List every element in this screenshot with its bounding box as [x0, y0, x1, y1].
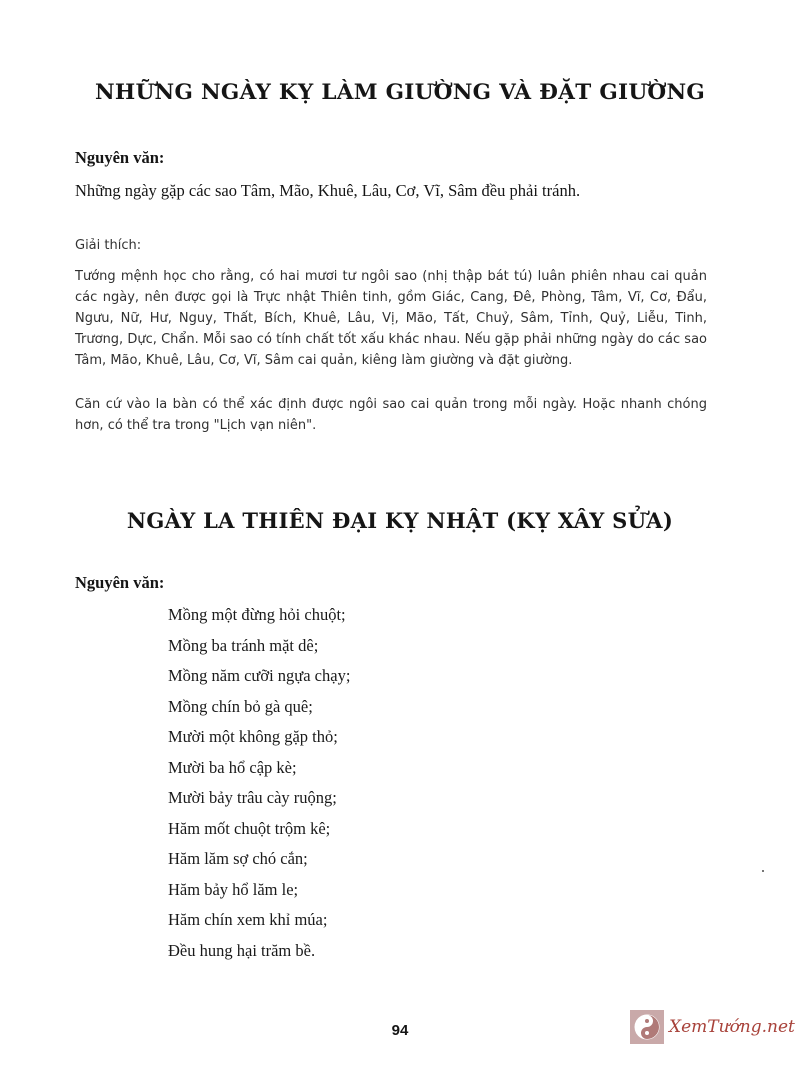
poem-list — [168, 600, 350, 966]
section-2-original-label: Nguyên văn: — [75, 573, 165, 592]
poem-line: Hăm chín xem khỉ múa; — [168, 910, 328, 929]
section-1-explain-paragraph-2: Căn cứ vào la bàn có thể xác định được ngôi sao cai quản trong mỗi ngày. Hoặc nhanh chóng hơn, có thể tra trong "Lịch vạn niên". — [75, 397, 707, 433]
section-2-title: NGÀY LA THIÊN ĐẠI KỴ NHẬT (KỴ XÂY SỬA) — [126, 508, 674, 533]
poem-line: Hăm bảy hổ lăm le; — [168, 879, 299, 899]
poem-line: Mười ba hổ cập kè; — [168, 757, 297, 777]
speck-mark — [762, 870, 764, 872]
poem-line: Mồng chín bỏ gà quê; — [168, 696, 313, 716]
poem-line: Đều hung hại trăm bề. — [168, 940, 316, 960]
page-number: 94 — [391, 1022, 409, 1039]
section-1-explain-paragraph-1: Tướng mệnh học cho rằng, có hai mươi tư ngôi sao (nhị thập bát tú) luân phiên nhau cai quản các ngày, nên được gọi là Trực nhật Thiên tinh, gồm Giác, Cang, Đê, Phòng, Tâm, Vĩ, Cơ, Đẩu, Ngưu, Nữ, Hư, Nguy, Thất, Bích, Khuê, Lâu, Vị, Mão, Tất, Chuỷ, Sâm, Tỉnh, Quỷ, Liễu, Tinh, Trương, Dực, Chẩn. Mỗi sao có tính chất tốt xấu khác nhau. Nếu gặp phải những ngày do các sao Tâm, Mão, Khuê, Lâu, Cơ, Vĩ, Sâm cai quản, kiêng làm giường và đặt giường. — [75, 269, 707, 368]
poem-line: Mười bảy trâu cày ruộng; — [168, 788, 337, 807]
poem-line: Hăm mốt chuột trộm kê; — [168, 818, 331, 838]
poem-line: Mồng một đừng hỏi chuột; — [168, 605, 346, 624]
yin-yang-icon — [630, 1010, 664, 1044]
watermark-text: XemTướng.net — [669, 1017, 795, 1037]
section-1-title: NHỮNG NGÀY KỴ LÀM GIƯỜNG VÀ ĐẶT GIƯỜNG — [94, 80, 706, 105]
section-1-original-label: Nguyên văn: — [75, 148, 165, 167]
section-1-original-text: Những ngày gặp các sao Tâm, Mão, Khuê, Lâu, Cơ, Vĩ, Sâm đều phải tránh. — [75, 181, 581, 200]
poem-line: Mồng ba tránh mặt dê; — [168, 635, 319, 655]
poem-line: Hăm lăm sợ chó cắn; — [168, 849, 308, 868]
poem-line: Mồng năm cưỡi ngựa chạy; — [168, 666, 351, 685]
watermark-logo — [630, 1010, 795, 1044]
poem-line: Mười một không gặp thỏ; — [168, 727, 338, 746]
section-1-explain-label: Giải thích: — [75, 238, 142, 253]
